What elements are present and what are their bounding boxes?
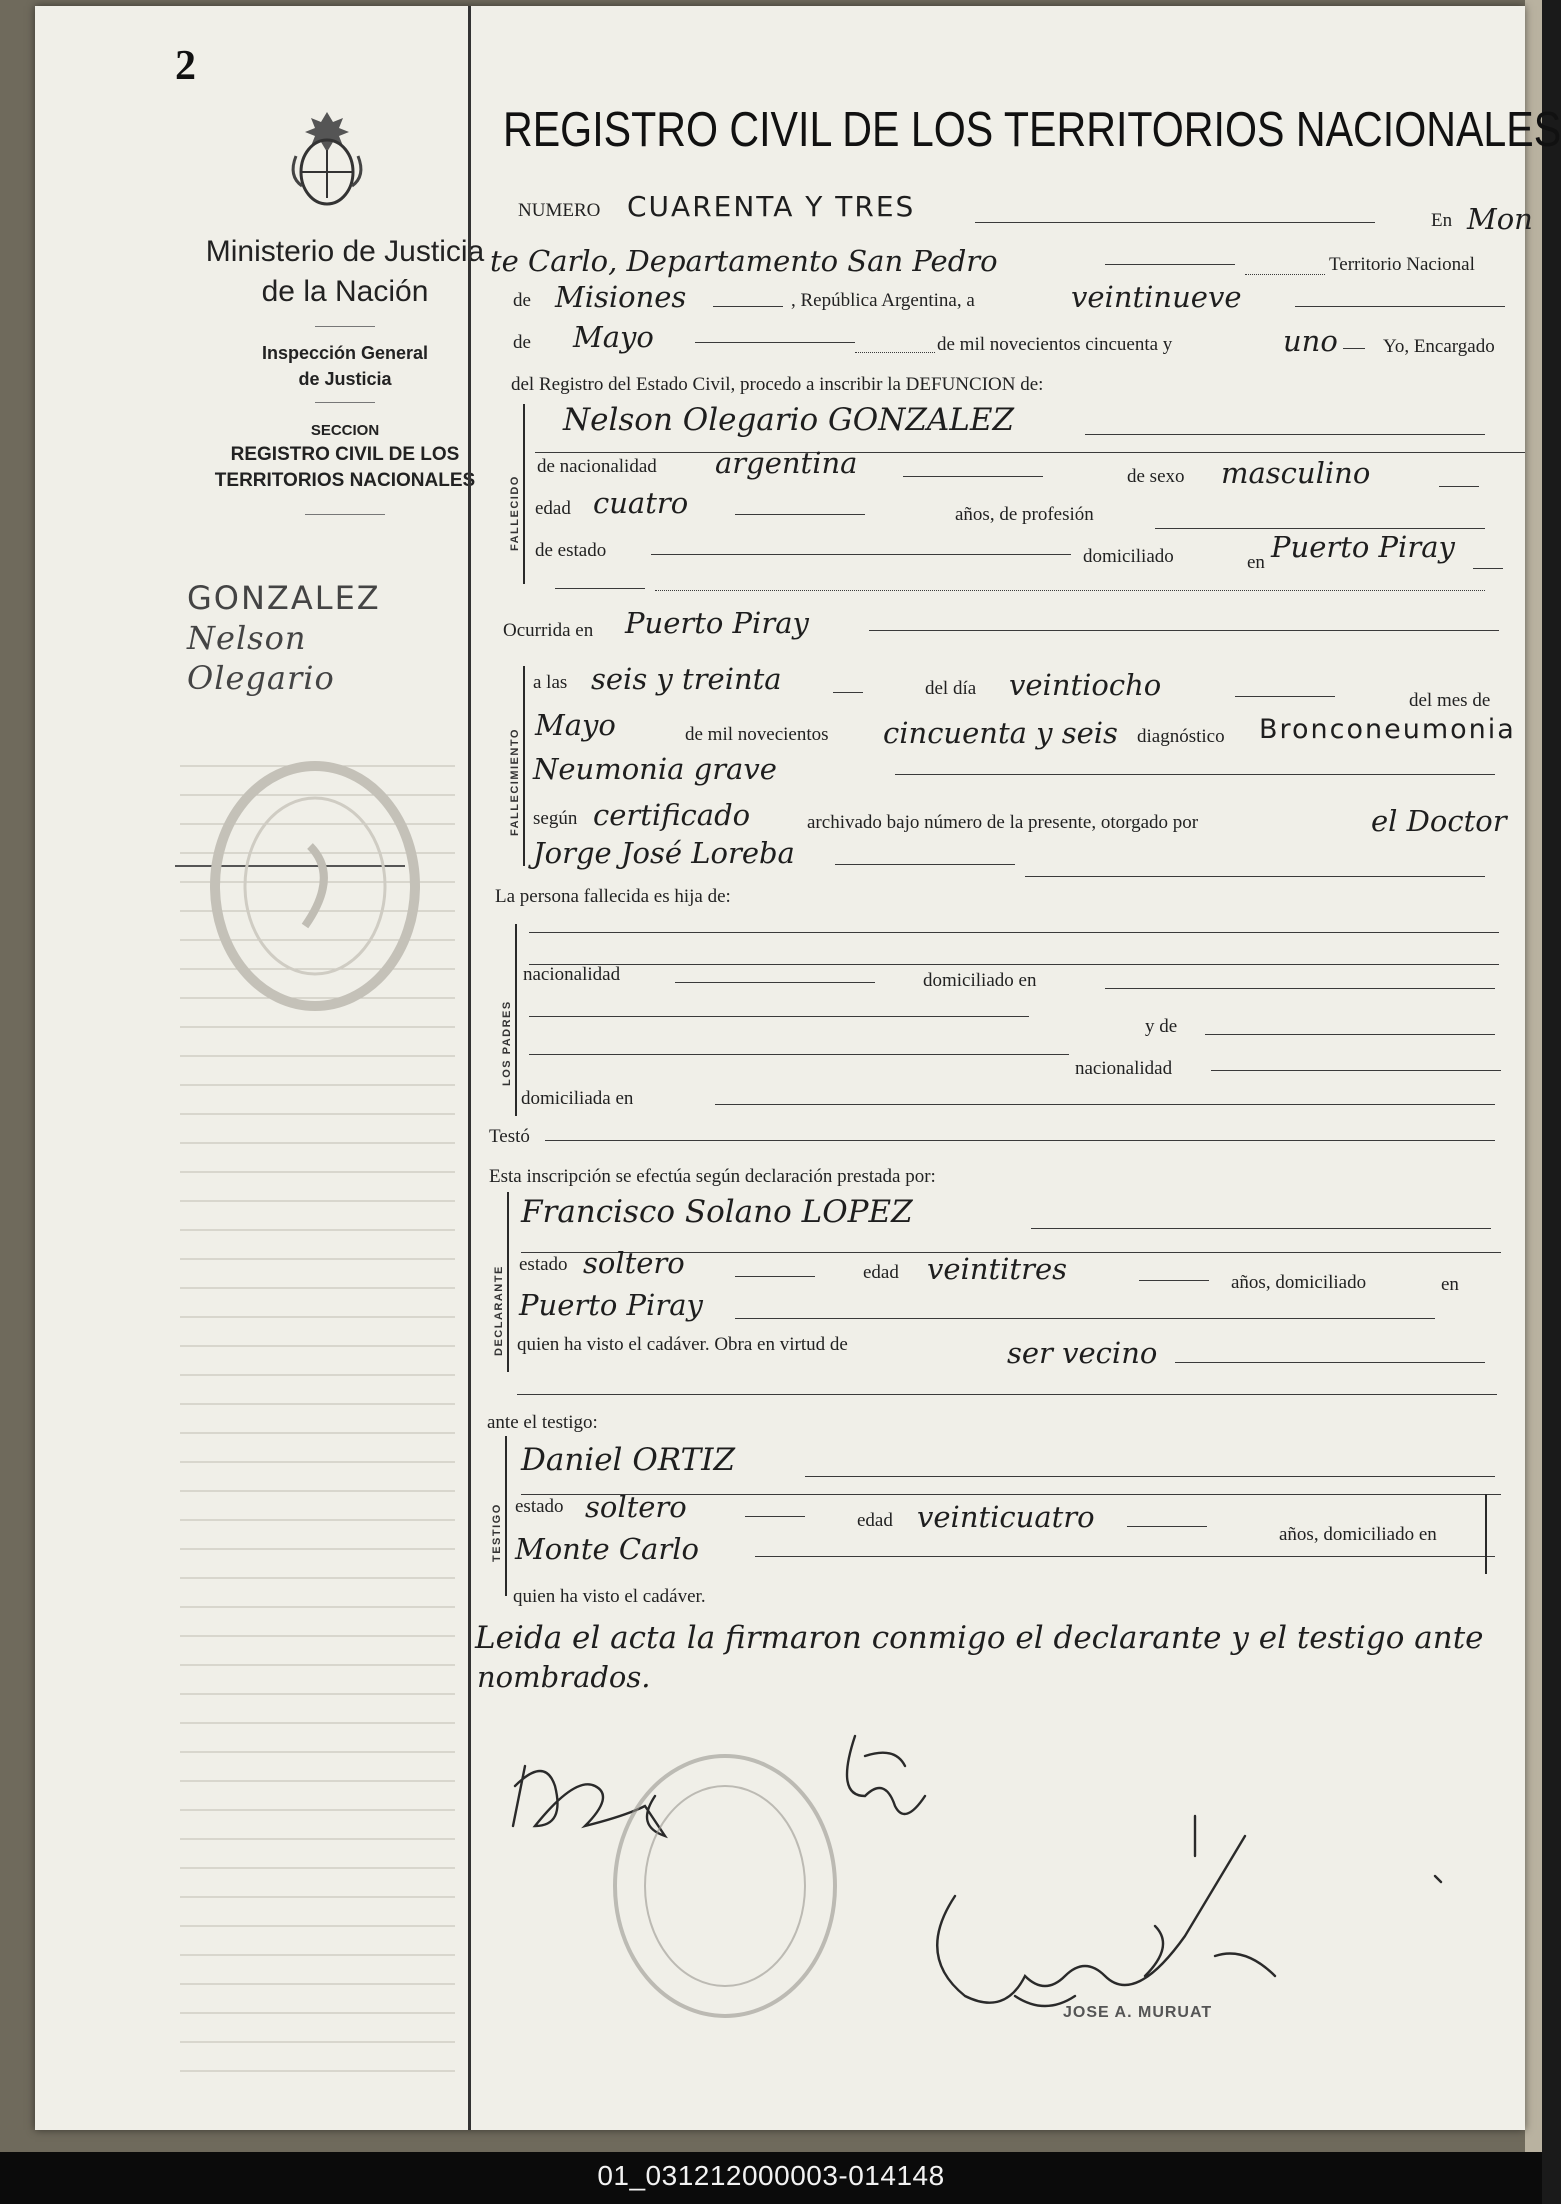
edad-value: cuatro <box>593 486 689 520</box>
domicilio-value: Puerto Piray <box>1271 530 1455 564</box>
declarante-estado-value: soltero <box>583 1246 685 1280</box>
mil-novecientos-label: de mil novecientos <box>685 724 829 745</box>
sexo-label: de sexo <box>1127 466 1185 487</box>
side-label-fallecido: FALLECIDO <box>509 475 521 551</box>
diagnostico-value: Bronconeumonia <box>1259 714 1516 745</box>
dia-value: veintiocho <box>1009 668 1162 702</box>
margin-note <box>187 578 381 698</box>
ante-testigo-label: ante el testigo: <box>487 1412 598 1433</box>
testigo-domicilio-value: Monte Carlo <box>515 1532 699 1566</box>
domiciliado-label: domiciliado <box>1083 546 1174 567</box>
del-mes-label: del mes de <box>1409 690 1491 711</box>
book-edge <box>1525 0 1542 2152</box>
padres-domiciliado-label: domiciliado en <box>923 970 1037 991</box>
place-value-1: Mon <box>1467 202 1533 236</box>
testigo-estado-label: estado <box>515 1496 564 1517</box>
stamp-name: JOSE A. MURUAT <box>1063 2004 1213 2021</box>
testigo-edad-value: veinticuatro <box>917 1500 1095 1534</box>
testigo-visto-label: quien ha visto el cadáver. <box>513 1586 706 1607</box>
numero-value: CUARENTA Y TRES <box>627 190 916 223</box>
anos-profesion-label: años, de profesión <box>955 504 1094 525</box>
side-label-testigo: TESTIGO <box>491 1503 503 1562</box>
closing-line-2: nombrados. <box>477 1660 651 1694</box>
domiciliado-en-label: en <box>1247 552 1265 573</box>
numero-label: NUMERO <box>518 200 601 221</box>
page-number: 2 <box>175 43 196 89</box>
de-label: de <box>513 290 531 311</box>
document-title: REGISTRO CIVIL DE LOS TERRITORIOS NACIONALES <box>503 103 1561 157</box>
diagnostico-value-2: Neumonia grave <box>533 752 777 786</box>
en-label: En <box>1431 210 1453 231</box>
archivado-label: archivado bajo número de la presente, otorgado por <box>807 812 1199 833</box>
territorio-label: Territorio Nacional <box>1329 254 1475 275</box>
ocurrida-value: Puerto Piray <box>625 606 809 640</box>
a-las-label: a las <box>533 672 568 693</box>
register-page <box>35 6 1561 2130</box>
estado-label: de estado <box>535 540 607 561</box>
inscripcion-label: Esta inscripción se efectúa según declaración prestada por: <box>489 1166 936 1187</box>
otorgado-value: el Doctor <box>1371 804 1507 838</box>
domiciliada-label: domiciliada en <box>521 1088 634 1109</box>
section-line-1: REGISTRO CIVIL DE LOS <box>230 444 460 465</box>
image-caption: 01_031212000003-014148 <box>597 2160 945 2191</box>
nacionalidad-label: de nacionalidad <box>537 456 657 477</box>
ano-value: cincuenta y seis <box>883 716 1118 750</box>
month-value: Mayo <box>573 320 654 354</box>
encargado-label: Yo, Encargado <box>1383 336 1495 357</box>
del-dia-label: del día <box>925 678 977 699</box>
de-label-2: de <box>513 332 531 353</box>
day-value: veintinueve <box>1071 280 1242 314</box>
testo-label: Testó <box>489 1126 530 1147</box>
declarante-edad-value: veintitres <box>927 1252 1067 1286</box>
signature-encargado <box>937 1836 1275 2006</box>
sexo-value: masculino <box>1221 456 1371 490</box>
republica-label: , República Argentina, a <box>791 290 975 311</box>
edad-label: edad <box>535 498 571 519</box>
nacionalidad-value: argentina <box>715 446 858 480</box>
testigo-estado-value: soltero <box>585 1490 687 1524</box>
certificado-value: certificado <box>593 798 751 832</box>
padres-nacionalidad-label: nacionalidad <box>523 964 621 985</box>
hija-de-label: La persona fallecida es hija de: <box>495 886 731 907</box>
signature-testigo <box>847 1736 925 1814</box>
section-label: SECCION <box>310 422 380 439</box>
testigo-edad-label: edad <box>857 1510 893 1531</box>
testigo-anos-label: años, domiciliado en <box>1279 1524 1437 1545</box>
declarante-estado-label: estado <box>519 1254 568 1275</box>
declarante-visto-label: quien ha visto el cadáver. Obra en virtud de <box>517 1334 848 1355</box>
declarante-anos-label: años, domiciliado <box>1231 1272 1367 1293</box>
fallecido-name: Nelson Olegario GONZALEZ <box>563 402 1015 438</box>
padres-nacionalidad2-label: nacionalidad <box>1075 1058 1173 1079</box>
inspection-line-1: Inspección General <box>261 343 429 363</box>
declarante-domicilio-value: Puerto Piray <box>519 1288 703 1322</box>
section-line-2: TERRITORIOS NACIONALES <box>214 470 476 491</box>
signatures <box>475 1726 1515 2106</box>
ministry-line-2: de la Nación <box>261 275 429 308</box>
closing-line-1: Leida el acta la firmaron conmigo el declarante y el testigo ante <box>475 1620 1484 1656</box>
testigo-name: Daniel ORTIZ <box>521 1442 736 1478</box>
doctor-value: Jorge José Loreba <box>533 836 795 870</box>
y-de-label: y de <box>1145 1016 1178 1037</box>
place-value-2: te Carlo, Departamento San Pedro <box>490 244 998 278</box>
side-label-declarante: DECLARANTE <box>493 1265 505 1356</box>
margin-note-first-name: Nelson <box>187 619 307 657</box>
declarante-en-label: en <box>1441 1274 1459 1295</box>
declarante-edad-label: edad <box>863 1262 899 1283</box>
seal-stamp-bottom <box>615 1756 835 2016</box>
ocurrida-label: Ocurrida en <box>503 620 594 641</box>
diagnostico-label: diagnóstico <box>1137 726 1225 747</box>
year-label: de mil novecientos cincuenta y <box>937 334 1173 355</box>
mes-value: Mayo <box>535 708 616 742</box>
ministry-line-1: Ministerio de Justicia <box>205 235 485 268</box>
margin-note-middle-name: Olegario <box>187 659 335 697</box>
hora-value: seis y treinta <box>591 662 782 696</box>
year-value: uno <box>1283 324 1338 358</box>
official-seal-stamp <box>195 746 435 1036</box>
side-label-padres: LOS PADRES <box>501 1000 513 1086</box>
side-label-fallecimiento: FALLECIMIENTO <box>509 728 521 836</box>
segun-label: según <box>533 808 578 829</box>
inspection-line-2: de Justicia <box>298 369 392 389</box>
margin-note-surname: GONZALEZ <box>187 579 381 617</box>
coat-of-arms-icon <box>288 106 366 216</box>
declarante-virtud-value: ser vecino <box>1007 1336 1158 1370</box>
registro-label: del Registro del Estado Civil, procedo a inscribir la DEFUNCION de: <box>511 374 1044 395</box>
declarante-name: Francisco Solano LOPEZ <box>521 1194 913 1230</box>
territory-value: Misiones <box>555 280 687 314</box>
